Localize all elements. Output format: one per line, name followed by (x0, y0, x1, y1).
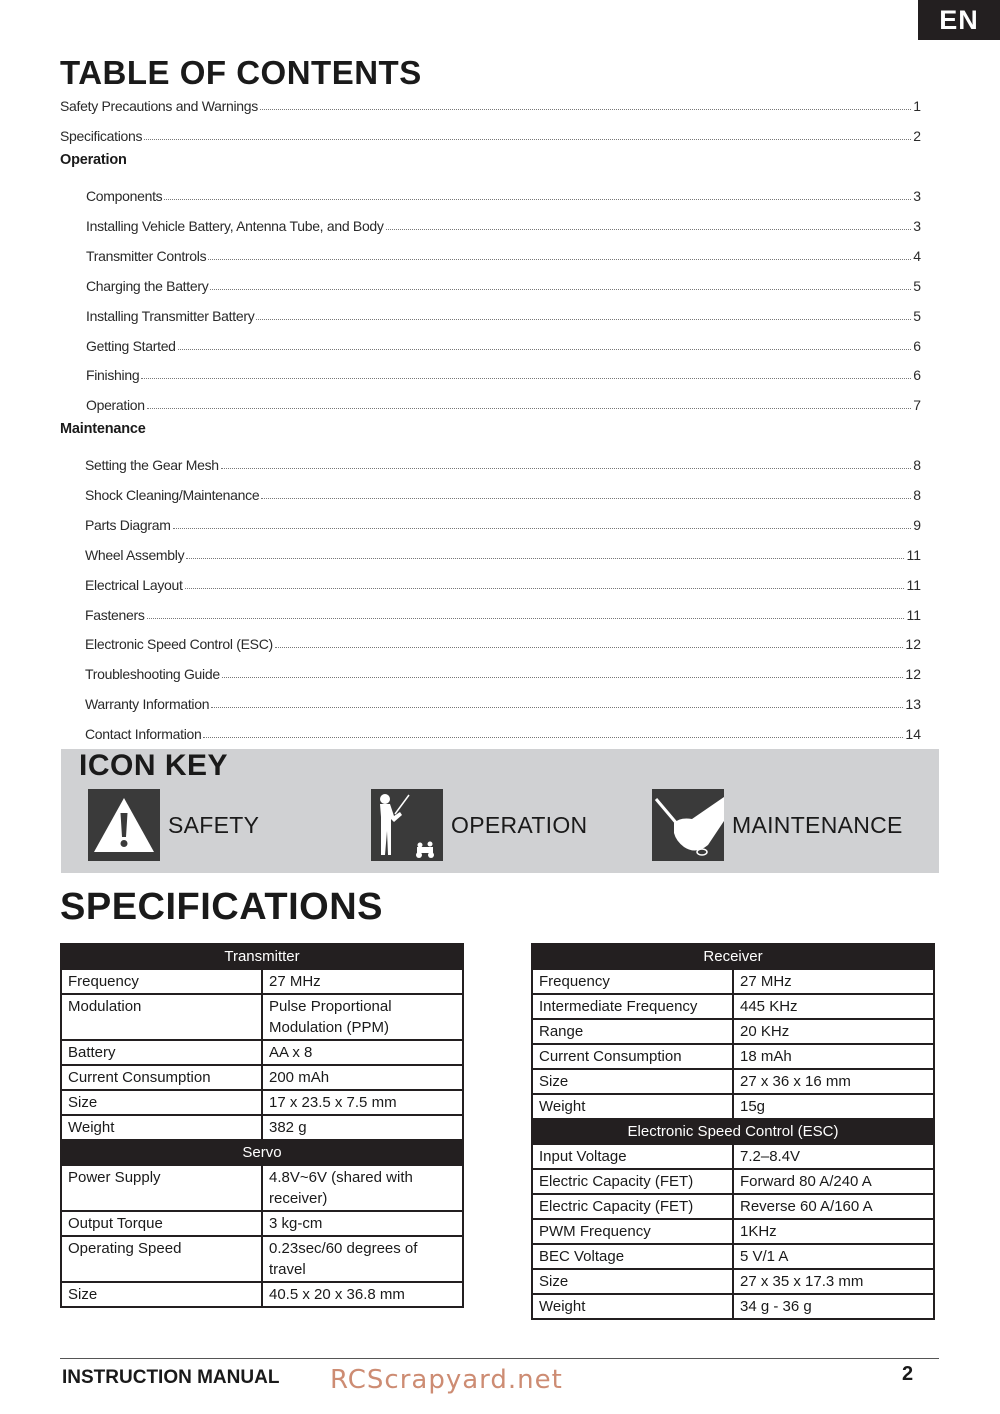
toc-entry-page: 5 (913, 307, 921, 324)
spec-group-header-row (532, 1119, 934, 1144)
spec-value: 20 KHz (733, 1019, 934, 1044)
spec-row (532, 1144, 934, 1169)
footer-title: INSTRUCTION MANUAL (62, 1367, 280, 1388)
spec-value: 445 KHz (733, 994, 934, 1019)
toc-entry[interactable] (86, 302, 921, 324)
spec-key: Weight (532, 1094, 733, 1119)
toc-entry-page: 2 (913, 128, 921, 144)
icon-key-title: ICON KEY (79, 749, 229, 782)
spec-row (61, 1165, 463, 1211)
toc-entry-label: Contact Information (85, 726, 202, 743)
spec-key: Range (532, 1019, 733, 1044)
icon-key-item-operation (371, 789, 587, 861)
toc-entry-label: Components (86, 188, 163, 204)
table-of-contents (60, 92, 921, 742)
spec-key: Output Torque (61, 1211, 262, 1236)
spec-value: Forward 80 A/240 A (733, 1169, 934, 1194)
spec-group-header: Electronic Speed Control (ESC) (532, 1119, 934, 1144)
spec-value: 18 mAh (733, 1044, 934, 1069)
toc-entry-page: 13 (905, 696, 921, 713)
spec-row (532, 969, 934, 994)
spec-key: Size (532, 1069, 733, 1094)
toc-entry[interactable] (60, 92, 921, 114)
spec-row (61, 1236, 463, 1282)
spec-value: 4.8V~6V (shared with receiver) (262, 1165, 463, 1211)
toc-entry-page: 9 (913, 516, 921, 533)
footer-divider (60, 1358, 939, 1359)
spec-row (61, 994, 463, 1040)
spec-key: Modulation (61, 994, 262, 1040)
toc-entry-page: 14 (905, 726, 921, 743)
toc-entry-label: Warranty Information (85, 696, 210, 713)
toc-entry-label: Parts Diagram (85, 516, 171, 533)
toc-entry[interactable] (86, 242, 921, 264)
toc-entry-page: 11 (906, 546, 921, 563)
toc-entry-label: Shock Cleaning/Maintenance (85, 486, 260, 503)
spec-table-right (531, 943, 935, 1320)
toc-entry[interactable] (86, 182, 921, 204)
icon-key-item-safety (88, 789, 259, 861)
spec-key: PWM Frequency (532, 1219, 733, 1244)
leader-dots (186, 557, 904, 559)
spec-key: BEC Voltage (532, 1244, 733, 1269)
spec-group-header-row (61, 1140, 463, 1165)
spec-value: 200 mAh (262, 1065, 463, 1090)
spec-key: Input Voltage (532, 1144, 733, 1169)
spec-row (532, 1044, 934, 1069)
hand-with-screwdriver-icon (652, 789, 724, 861)
toc-entry[interactable] (85, 630, 921, 652)
spec-key: Current Consumption (532, 1044, 733, 1069)
spec-row (61, 1115, 463, 1140)
spec-key: Frequency (532, 969, 733, 994)
toc-entry-label: Charging the Battery (86, 277, 209, 294)
spec-value: 382 g (262, 1115, 463, 1140)
warning-triangle-icon (88, 789, 160, 861)
spec-key: Electric Capacity (FET) (532, 1194, 733, 1219)
toc-entry-label: Electrical Layout (85, 576, 183, 593)
toc-entry-page: 4 (913, 247, 921, 264)
icon-key-label: OPERATION (451, 811, 588, 838)
toc-entry[interactable] (85, 511, 921, 533)
spec-value: 1KHz (733, 1219, 934, 1244)
toc-section-heading: Operation (60, 152, 127, 168)
spec-table-left (60, 943, 464, 1308)
spec-value: 34 g - 36 g (733, 1294, 934, 1319)
toc-entry-page: 1 (913, 98, 921, 114)
toc-entry-page: 3 (913, 188, 921, 204)
spec-row (532, 1294, 934, 1319)
spec-row (61, 969, 463, 994)
toc-entry-page: 12 (905, 666, 921, 683)
toc-entry-label: Wheel Assembly (85, 546, 185, 563)
toc-entry-label: Transmitter Controls (86, 247, 207, 264)
toc-entry[interactable] (85, 660, 921, 682)
toc-entry[interactable] (86, 212, 921, 234)
spec-row (532, 994, 934, 1019)
spec-key: Size (532, 1269, 733, 1294)
spec-row (532, 1244, 934, 1269)
spec-group-header: Servo (61, 1140, 463, 1165)
toc-entry-page: 8 (913, 486, 921, 503)
toc-entry[interactable] (60, 122, 921, 144)
toc-entry-label: Fasteners (85, 606, 145, 623)
leader-dots (203, 736, 903, 738)
spec-value: AA x 8 (262, 1040, 463, 1065)
spec-key: Power Supply (61, 1165, 262, 1211)
language-tab: EN (918, 0, 1000, 40)
spec-value: 3 kg-cm (262, 1211, 463, 1236)
leader-dots (208, 258, 911, 260)
spec-key: Weight (532, 1294, 733, 1319)
toc-entry-label: Electronic Speed Control (ESC) (85, 636, 273, 653)
spec-value: 27 MHz (733, 969, 934, 994)
toc-entry[interactable] (86, 272, 921, 294)
toc-entry-page: 5 (913, 277, 921, 294)
icon-key-panel (61, 749, 939, 873)
spec-value: 15g (733, 1094, 934, 1119)
toc-entry[interactable] (85, 571, 921, 593)
icon-key-label: MAINTENANCE (732, 811, 903, 838)
spec-row (61, 1040, 463, 1065)
toc-entry-page: 11 (906, 576, 921, 593)
spec-value: Reverse 60 A/160 A (733, 1194, 934, 1219)
spec-key: Operating Speed (61, 1236, 262, 1282)
toc-section-heading: Maintenance (60, 421, 146, 437)
operator-with-rc-car-icon (371, 789, 443, 861)
spec-value: 5 V/1 A (733, 1244, 934, 1269)
toc-entry[interactable] (85, 720, 921, 742)
leader-dots (261, 497, 911, 499)
spec-key: Current Consumption (61, 1065, 262, 1090)
spec-key: Battery (61, 1040, 262, 1065)
toc-entry[interactable] (85, 481, 921, 503)
leader-dots (164, 198, 911, 200)
spec-value: 0.23sec/60 degrees of travel (262, 1236, 463, 1282)
spec-group-header: Receiver (532, 944, 934, 969)
leader-dots (275, 646, 904, 648)
toc-entry-page: 6 (913, 337, 921, 354)
toc-entry-label: Finishing (86, 367, 140, 384)
spec-value: 7.2–8.4V (733, 1144, 934, 1169)
spec-key: Intermediate Frequency (532, 994, 733, 1019)
leader-dots (260, 108, 911, 110)
leader-dots (178, 348, 912, 350)
leader-dots (144, 138, 911, 140)
spec-row (532, 1019, 934, 1044)
toc-entry[interactable] (85, 690, 921, 712)
spec-group-header-row (61, 944, 463, 969)
leader-dots (222, 676, 904, 678)
spec-value: 27 x 35 x 17.3 mm (733, 1269, 934, 1294)
spec-row (532, 1194, 934, 1219)
leader-dots (211, 706, 903, 708)
leader-dots (210, 288, 911, 290)
toc-entry-page: 6 (913, 367, 921, 384)
spec-value: 17 x 23.5 x 7.5 mm (262, 1090, 463, 1115)
toc-entry-page: 7 (913, 397, 921, 414)
spec-row (61, 1065, 463, 1090)
toc-entry-page: 11 (906, 606, 921, 623)
leader-dots (141, 377, 911, 379)
toc-entry-label: Installing Vehicle Battery, Antenna Tube, and Body (86, 217, 384, 234)
spec-key: Electric Capacity (FET) (532, 1169, 733, 1194)
icon-key-label: SAFETY (168, 811, 260, 838)
toc-entry-label: Operation (86, 397, 145, 414)
spec-value: 27 x 36 x 16 mm (733, 1069, 934, 1094)
toc-entry-page: 12 (905, 636, 921, 653)
leader-dots (147, 617, 905, 619)
toc-entry-label: Installing Transmitter Battery (86, 307, 255, 324)
specifications-title: SPECIFICATIONS (60, 886, 383, 928)
spec-key: Size (61, 1282, 262, 1307)
toc-entry-page: 3 (913, 217, 921, 234)
spec-row (61, 1090, 463, 1115)
spec-value: 40.5 x 20 x 36.8 mm (262, 1282, 463, 1307)
leader-dots (173, 527, 912, 529)
toc-entry-label: Troubleshooting Guide (85, 666, 220, 683)
toc-entry[interactable] (85, 451, 921, 473)
spec-key: Size (61, 1090, 262, 1115)
leader-dots (386, 228, 912, 230)
spec-key: Frequency (61, 969, 262, 994)
toc-entry[interactable] (86, 361, 921, 383)
spec-key: Weight (61, 1115, 262, 1140)
toc-entry-page: 8 (913, 457, 921, 473)
spec-row (61, 1282, 463, 1307)
icon-key-item-maintenance (652, 789, 903, 861)
leader-dots (256, 318, 911, 320)
toc-entry[interactable] (86, 332, 921, 354)
toc-entry[interactable] (85, 541, 921, 563)
spec-row (532, 1269, 934, 1294)
page-number: 2 (902, 1363, 914, 1385)
spec-row (532, 1169, 934, 1194)
spec-row (532, 1219, 934, 1244)
spec-group-header-row (532, 944, 934, 969)
spec-value: 27 MHz (262, 969, 463, 994)
leader-dots (185, 587, 905, 589)
toc-entry-label: Safety Precautions and Warnings (60, 98, 258, 114)
toc-title: TABLE OF CONTENTS (60, 54, 422, 91)
toc-entry-label: Getting Started (86, 337, 176, 354)
toc-entry[interactable] (85, 601, 921, 623)
toc-entry-label: Setting the Gear Mesh (85, 457, 219, 473)
toc-entry[interactable] (86, 391, 921, 413)
spec-row (532, 1094, 934, 1119)
leader-dots (221, 467, 911, 469)
spec-row (61, 1211, 463, 1236)
watermark: RCScrapyard.net (330, 1365, 563, 1395)
spec-group-header: Transmitter (61, 944, 463, 969)
spec-value: Pulse Proportional Modulation (PPM) (262, 994, 463, 1040)
toc-entry-label: Specifications (60, 128, 143, 144)
leader-dots (147, 407, 911, 409)
spec-row (532, 1069, 934, 1094)
